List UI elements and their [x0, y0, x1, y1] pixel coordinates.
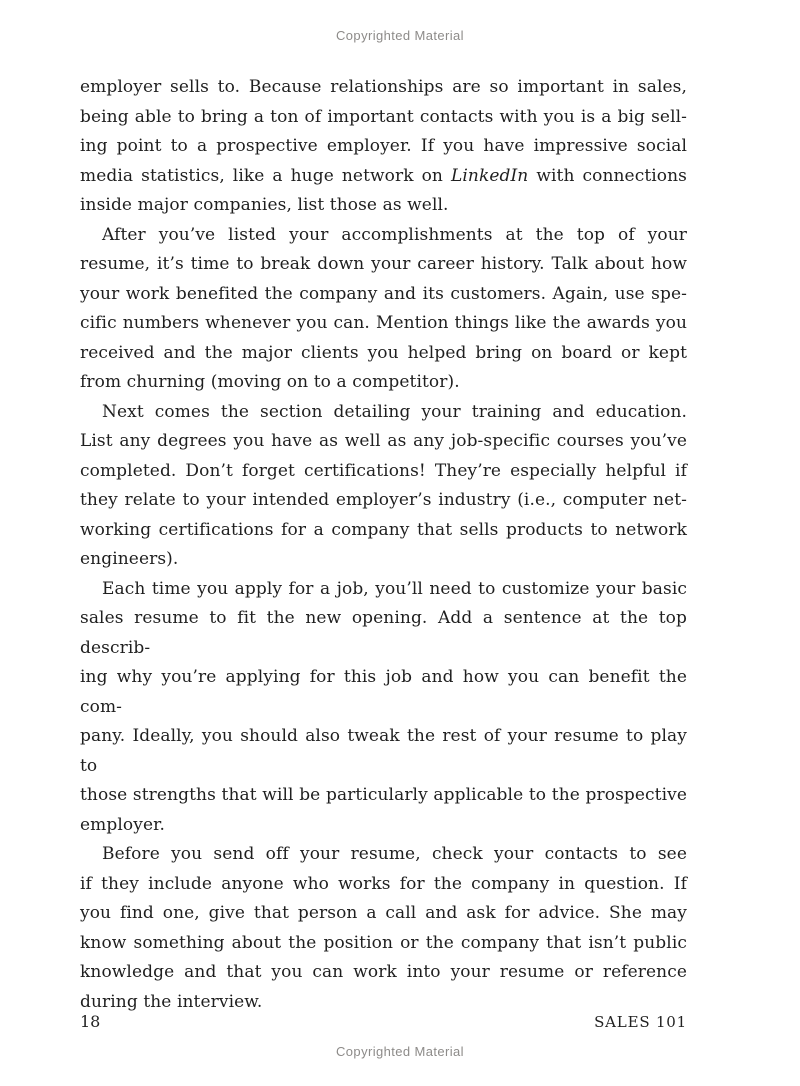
text-line: After you’ve listed your accomplishments at the top of your [102, 224, 687, 245]
paragraph-5 [80, 840, 687, 1017]
paragraph-1 [80, 73, 687, 221]
text-line: your work benefited the company and its customers. Again, use spe- [80, 283, 687, 304]
copyright-notice-top: Copyrighted Material [336, 28, 464, 43]
text-line: during the interview. [80, 991, 263, 1012]
text-line: ing point to a prospective employer. If you have impressive social [80, 136, 687, 156]
text-line: know something about the position or the company that isn’t public [80, 932, 687, 953]
text-line: received and the major clients you helped bring on board or kept [80, 342, 687, 363]
page-number: 18 [80, 1012, 101, 1031]
text-line: you find one, give that person a call and ask for advice. She may [80, 903, 687, 923]
paragraph-4 [80, 575, 687, 841]
text-line [80, 162, 687, 192]
text-line: being able to bring a ton of important contacts with you is a big sell- [80, 106, 687, 127]
text-line: working certifications for a company that sells products to network [80, 519, 687, 540]
text-line: those strengths that will be particularly applicable to the prospective [80, 785, 687, 805]
page-footer [80, 1012, 687, 1031]
paragraph-3 [80, 398, 687, 575]
text-line: resume, it’s time to break down your career history. Talk about how [80, 254, 687, 274]
text-line: employer. [80, 814, 165, 835]
text-line: List any degrees you have as well as any job-specific courses you’ve [80, 431, 687, 451]
paragraph-2 [80, 221, 687, 398]
text-line: inside major companies, list those as well. [80, 195, 449, 215]
text-segment: media statistics, like a huge network on [80, 165, 451, 186]
text-line: Next comes the section detailing your training and education. [102, 401, 687, 422]
text-line: pany. Ideally, you should also tweak the rest of your resume to play to [80, 726, 687, 776]
text-line: cific numbers whenever you can. Mention things like the awards you [80, 313, 687, 333]
text-line: completed. Don’t forget certifications! They’re especially helpful if [80, 460, 687, 481]
book-title: SALES 101 [594, 1013, 687, 1031]
text-line: knowledge and that you can work into your resume or reference [80, 962, 687, 982]
text-line: they relate to your intended employer’s industry (i.e., computer net- [80, 490, 687, 510]
text-segment: with connections [528, 165, 688, 186]
text-line: engineers). [80, 549, 179, 569]
text-line: sales resume to fit the new opening. Add a sentence at the top describ- [80, 608, 687, 658]
page-body-text [80, 73, 687, 1017]
text-line: from churning (moving on to a competitor). [80, 372, 460, 392]
linkedin-italic-text: LinkedIn [450, 165, 529, 186]
text-line: ing why you’re applying for this job and how you can benefit the com- [80, 667, 687, 717]
copyright-notice-bottom: Copyrighted Material [336, 1044, 464, 1059]
text-line: if they include anyone who works for the company in question. If [80, 873, 687, 894]
text-line: employer sells to. Because relationships are so important in sales, [80, 77, 687, 97]
text-line: Before you send off your resume, check your contacts to see [102, 844, 687, 864]
text-line: Each time you apply for a job, you’ll need to customize your basic [102, 578, 687, 599]
